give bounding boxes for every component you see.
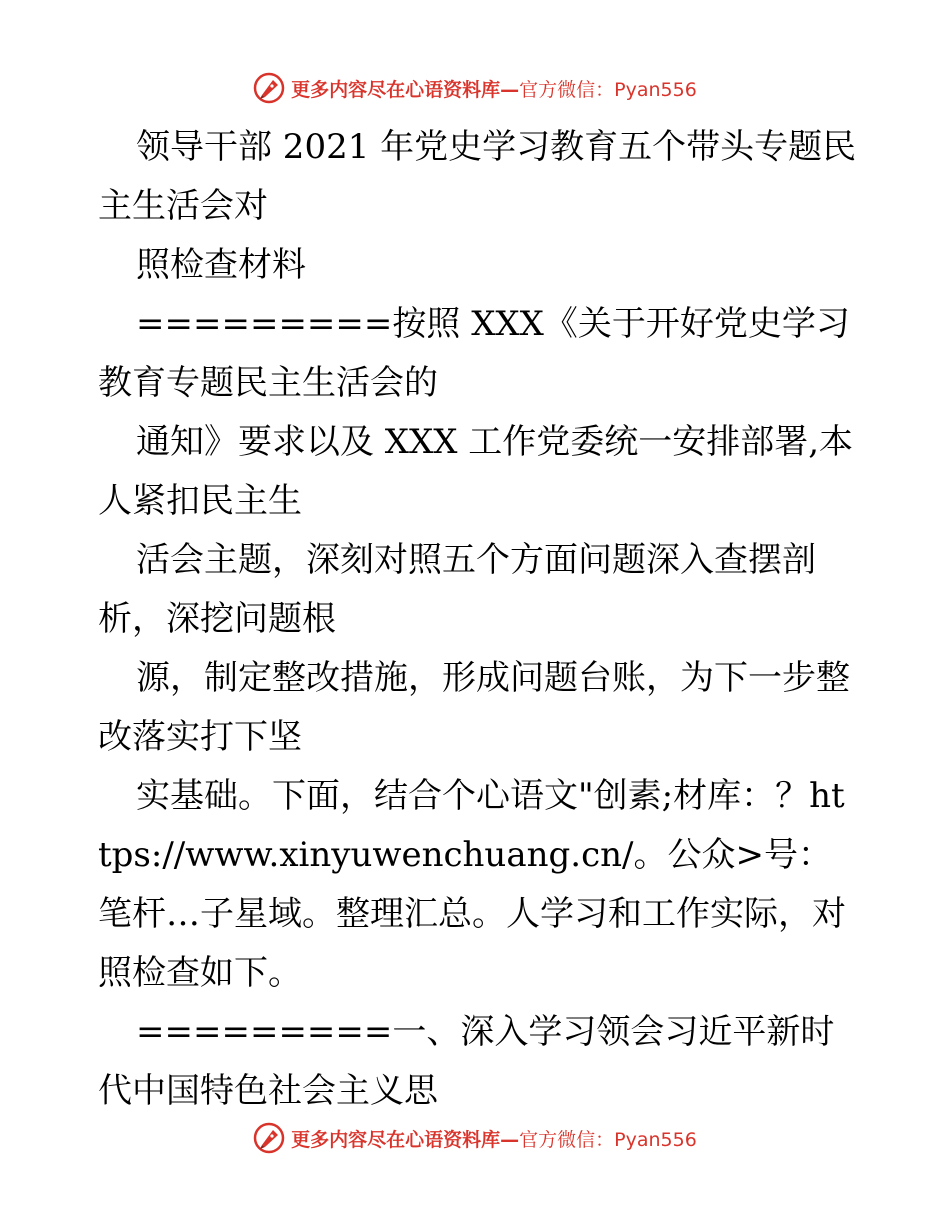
watermark-text xyxy=(291,75,697,102)
watermark-wechat: 官方微信：Pyan556 xyxy=(519,78,697,101)
pen-nib-logo-icon xyxy=(253,1122,285,1154)
paragraph-notice: 通知》要求以及 XXX 工作党委统一安排部署,本人紧扣民主生 xyxy=(98,422,854,521)
footer-watermark xyxy=(0,1122,950,1154)
paragraph-section-one: =========一、深入学习领会习近平新时代中国特色社会主义思 xyxy=(98,1012,835,1111)
watermark-brand: 更多内容尽在心语资料库— xyxy=(291,1128,520,1151)
paragraph-title-cont: 照检查材料 xyxy=(136,245,306,285)
paragraph-measures: 源，制定整改措施，形成问题台账，为下一步整改落实打下坚 xyxy=(98,658,850,757)
document-body xyxy=(98,118,858,1121)
header-watermark xyxy=(0,72,950,104)
paragraph-basis: 实基础。下面，结合个心语文"创素;材库：？https://www.xinyuwenchuang.cn/。公众>号：笔杆…子星域。整理汇总。人学习和工作实际，对照检查如下。 xyxy=(98,776,846,993)
paragraph-theme: 活会主题，深刻对照五个方面问题深入查摆剖析，深挖问题根 xyxy=(98,540,816,639)
paragraph-intro: =========按照 XXX《关于开好党史学习教育专题民主生活会的 xyxy=(98,304,850,403)
pen-nib-logo-icon xyxy=(253,72,285,104)
watermark-wechat: 官方微信：Pyan556 xyxy=(519,1128,697,1151)
paragraph-title: 领导干部 2021 年党史学习教育五个带头专题民主生活会对 xyxy=(98,127,857,226)
watermark-brand: 更多内容尽在心语资料库— xyxy=(291,78,520,101)
watermark-text xyxy=(291,1125,697,1152)
